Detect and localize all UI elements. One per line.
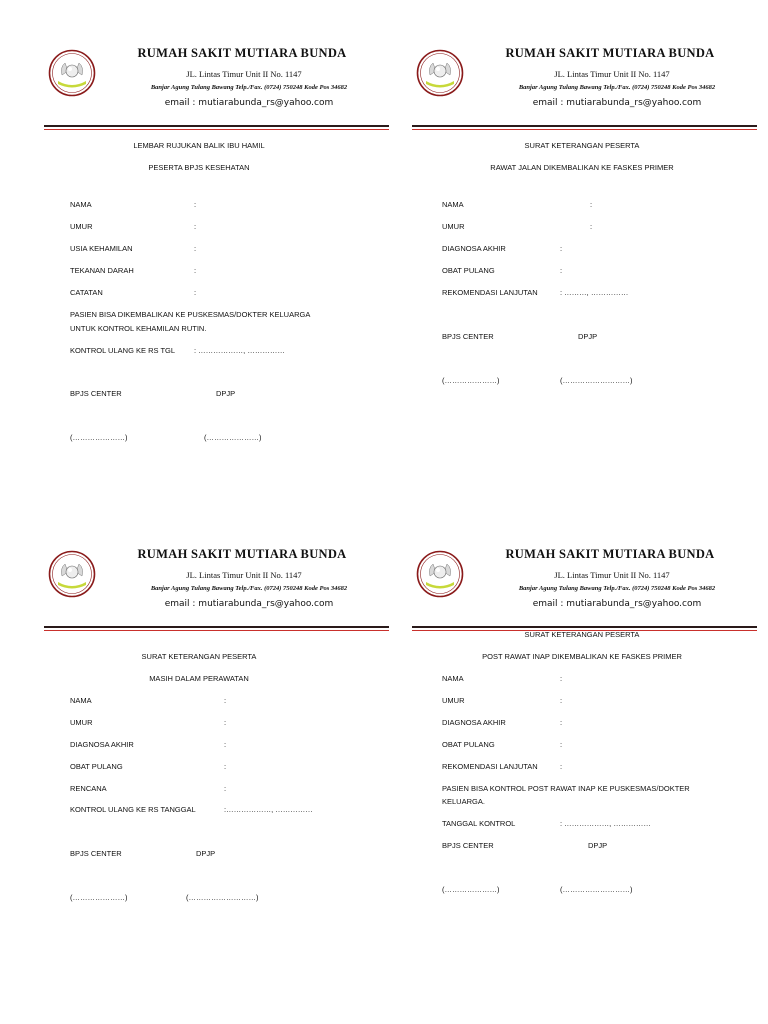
field-label-catatan: CATATAN [70,288,103,297]
hospital-email: email : mutiarabunda_rs@yahoo.com [164,599,334,609]
field-label-nama: NAMA [442,200,464,209]
signature-blank-bpjs-center: (…………………) [442,376,500,385]
signature-label-bpjs-center: BPJS CENTER [70,389,122,398]
field-label-nama: NAMA [70,696,92,705]
form-title: LEMBAR RUJUKAN BALIK IBU HAMIL [133,141,265,150]
field-value-nama: : [590,200,593,209]
signature-label-dpjp: DPJP [196,849,216,858]
field-value-umur: : [560,696,563,705]
form-masih-dalam-perawatan [44,546,404,1016]
field-label-kontrol-ulang: KONTROL ULANG KE RS TANGGAL [70,805,196,814]
note-line-1: PASIEN BISA DIKEMBALIKAN KE PUSKESMAS/DOKTER KELUARGA [70,310,311,319]
field-value-usia-kehamilan: : [194,244,197,253]
field-label-obat-pulang: OBAT PULANG [442,740,495,749]
signature-label-dpjp: DPJP [578,332,598,341]
signature-label-bpjs-center: BPJS CENTER [442,841,494,850]
field-label-rekomendasi-lanjutan: REKOMENDASI LANJUTAN [442,288,538,297]
field-label-nama: NAMA [70,200,92,209]
kontrol-value: : ………………, …………… [194,346,285,355]
form-title: SURAT KETERANGAN PESERTA [141,652,257,661]
form-rawat-jalan [412,45,768,515]
field-value-umur: : [590,222,593,231]
hospital-name: RUMAH SAKIT MUTIARA BUNDA [137,46,347,60]
field-label-obat-pulang: OBAT PULANG [442,266,495,275]
field-value-kontrol-ulang: :………………, …………… [224,805,313,814]
hospital-email: email : mutiarabunda_rs@yahoo.com [532,98,702,108]
field-value-obat-pulang: : [560,740,563,749]
field-value-nama: : [194,200,197,209]
field-value-obat-pulang: : [560,266,563,275]
field-value-rekomendasi-lanjutan: : ………, …………… [560,288,629,297]
field-label-diagnosa-akhir: DIAGNOSA AKHIR [442,244,506,253]
field-value-obat-pulang: : [224,762,227,771]
field-value-umur: : [224,718,227,727]
form-subtitle: RAWAT JALAN DIKEMBALIKAN KE FASKES PRIMER [490,163,674,172]
kontrol-label: KONTROL ULANG KE RS TGL [70,346,176,355]
form-subtitle: PESERTA BPJS KESEHATAN [148,163,250,172]
form-subtitle: MASIH DALAM PERAWATAN [149,674,249,683]
signature-blank-dpjp: (………………………) [560,376,633,385]
header-divider [412,125,757,130]
hospital-email: email : mutiarabunda_rs@yahoo.com [164,98,334,108]
field-value-umur: : [194,222,197,231]
signature-label-bpjs-center: BPJS CENTER [70,849,122,858]
note-line-2: UNTUK KONTROL KEHAMILAN RUTIN. [70,324,207,333]
note-line-2: KELUARGA. [442,797,485,806]
form-rujukan-balik-ibu-hamil [44,45,404,515]
field-label-umur: UMUR [442,222,465,231]
form-title: SURAT KETERANGAN PESERTA [524,630,640,639]
field-label-obat-pulang: OBAT PULANG [70,762,123,771]
kontrol-label: TANGGAL KONTROL [442,819,516,828]
signature-label-dpjp: DPJP [216,389,236,398]
hospital-subaddress: Banjar Agung Tulang Bawang Telp./Fax. (0724) 750248 Kode Pos 34682 [518,585,716,592]
hospital-subaddress: Banjar Agung Tulang Bawang Telp./Fax. (0724) 750248 Kode Pos 34682 [150,84,348,91]
header-divider [44,626,389,631]
signature-label-dpjp: DPJP [588,841,608,850]
field-label-tekanan-darah: TEKANAN DARAH [70,266,134,275]
field-label-umur: UMUR [442,696,465,705]
hospital-name: RUMAH SAKIT MUTIARA BUNDA [505,46,715,60]
hospital-name: RUMAH SAKIT MUTIARA BUNDA [137,547,347,561]
signature-blank-dpjp: (………………………) [186,893,259,902]
signature-blank-bpjs-center: (…………………) [442,885,500,894]
field-value-rencana: : [224,784,227,793]
hospital-email: email : mutiarabunda_rs@yahoo.com [532,599,702,609]
field-label-rekomendasi-lanjutan: REKOMENDASI LANJUTAN [442,762,538,771]
form-subtitle: POST RAWAT INAP DIKEMBALIKAN KE FASKES PRIMER [482,652,682,661]
form-title: SURAT KETERANGAN PESERTA [524,141,640,150]
hospital-address: JL. Lintas Timur Unit II No. 1147 [186,570,302,580]
signature-blank-dpjp: (…………………) [204,433,262,442]
field-value-diagnosa-akhir: : [560,718,563,727]
field-label-rencana: RENCANA [70,784,107,793]
field-label-umur: UMUR [70,718,93,727]
field-value-diagnosa-akhir: : [224,740,227,749]
hospital-address: JL. Lintas Timur Unit II No. 1147 [554,570,670,580]
hospital-address: JL. Lintas Timur Unit II No. 1147 [186,69,302,79]
field-label-diagnosa-akhir: DIAGNOSA AKHIR [442,718,506,727]
field-label-usia-kehamilan: USIA KEHAMILAN [70,244,133,253]
field-value-nama: : [560,674,563,683]
field-value-catatan: : [194,288,197,297]
field-value-rekomendasi-lanjutan: : [560,762,563,771]
field-label-umur: UMUR [70,222,93,231]
hospital-subaddress: Banjar Agung Tulang Bawang Telp./Fax. (0724) 750248 Kode Pos 34682 [518,84,716,91]
field-value-tekanan-darah: : [194,266,197,275]
signature-blank-bpjs-center: (…………………) [70,893,128,902]
signature-blank-dpjp: (………………………) [560,885,633,894]
header-divider [44,125,389,130]
signature-blank-bpjs-center: (…………………) [70,433,128,442]
note-line-1: PASIEN BISA KONTROL POST RAWAT INAP KE PUSKESMAS/DOKTER [442,784,690,793]
field-label-diagnosa-akhir: DIAGNOSA AKHIR [70,740,134,749]
signature-label-bpjs-center: BPJS CENTER [442,332,494,341]
field-label-nama: NAMA [442,674,464,683]
hospital-name: RUMAH SAKIT MUTIARA BUNDA [505,547,715,561]
hospital-address: JL. Lintas Timur Unit II No. 1147 [554,69,670,79]
field-value-nama: : [224,696,227,705]
field-value-diagnosa-akhir: : [560,244,563,253]
hospital-subaddress: Banjar Agung Tulang Bawang Telp./Fax. (0724) 750248 Kode Pos 34682 [150,585,348,592]
kontrol-value: : ………………, …………… [560,819,651,828]
form-post-rawat-inap [412,546,768,1016]
